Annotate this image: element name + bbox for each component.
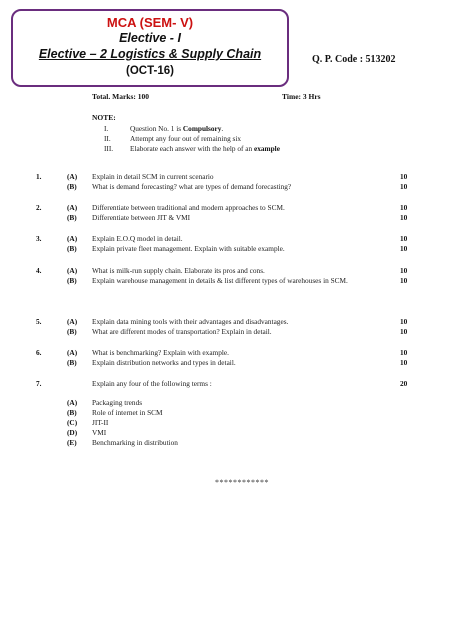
question-marks: 10 [400, 182, 408, 191]
total-marks: Total. Marks: 100 [92, 92, 150, 101]
question-text: Explain warehouse management in details & list different types of warehouses in SCM. [92, 276, 348, 285]
exam-header-box [11, 9, 289, 87]
question-part: (A) [67, 348, 78, 357]
question-part: (B) [67, 327, 77, 336]
note-text [130, 134, 241, 143]
note-number: II. [104, 134, 111, 143]
term-text: JIT-II [92, 418, 109, 427]
note-number: I. [104, 124, 109, 133]
term-text: Benchmarking in distribution [92, 438, 178, 447]
question-part: (A) [67, 234, 78, 243]
term-text: Packaging trends [92, 398, 143, 407]
question-part: (B) [67, 182, 77, 191]
course-title: MCA (SEM- V) [106, 15, 194, 30]
question-part: (A) [67, 266, 78, 275]
question-number: 7. [36, 379, 42, 388]
question-text: Differentiate between traditional and modern approaches to SCM. [92, 203, 285, 212]
question-text: What are different modes of transportation? Explain in detail. [92, 327, 272, 336]
end-of-paper-stars: ************ [215, 478, 269, 487]
question-marks: 10 [400, 327, 408, 336]
question-text: What is benchmarking? Explain with example. [92, 348, 229, 357]
question-marks: 10 [400, 276, 408, 285]
question-part: (B) [67, 213, 77, 222]
question-text: Explain data mining tools with their advantages and disadvantages. [92, 317, 289, 326]
term-part: (B) [67, 408, 77, 417]
term-part: (D) [67, 428, 78, 437]
question-marks: 10 [400, 172, 408, 181]
question-marks: 10 [400, 358, 408, 367]
question-number: 3. [36, 234, 42, 243]
term-part: (E) [67, 438, 77, 447]
question-text: Differentiate between JIT & VMI [92, 213, 191, 222]
question-marks: 10 [400, 348, 408, 357]
question-marks: 10 [400, 203, 408, 212]
note-text-part: . [221, 124, 224, 133]
question-text: What is milk-run supply chain. Elaborate its pros and cons. [92, 266, 265, 275]
question-text: Explain private fleet management. Explain with suitable example. [92, 244, 285, 253]
note-title: NOTE: [92, 113, 116, 122]
question-number: 1. [36, 172, 42, 181]
question-part: (A) [67, 317, 78, 326]
question-marks: 10 [400, 244, 408, 253]
question-number: 6. [36, 348, 42, 357]
note-text [130, 144, 280, 153]
exam-time: Time: 3 Hrs [282, 92, 321, 101]
question-marks: 10 [400, 234, 408, 243]
question-marks: 20 [400, 379, 408, 388]
term-text: Role of internet in SCM [92, 408, 163, 417]
note-text-part: Elaborate each answer with the help of an [130, 144, 254, 153]
question-part: (B) [67, 358, 77, 367]
question-number: 4. [36, 266, 42, 275]
term-part: (C) [67, 418, 78, 427]
exam-session: (OCT-16) [126, 65, 174, 77]
note-text [130, 124, 223, 133]
question-part: (A) [67, 172, 78, 181]
note-number: III. [104, 144, 114, 153]
question-part: (A) [67, 203, 78, 212]
question-text: What is demand forecasting? what are types of demand forecasting? [92, 182, 292, 191]
elective-title: Elective - I [119, 31, 181, 45]
question-marks: 10 [400, 213, 408, 222]
question-text: Explain any four of the following terms : [92, 379, 212, 388]
question-number: 5. [36, 317, 42, 326]
question-marks: 10 [400, 266, 408, 275]
term-part: (A) [67, 398, 78, 407]
question-part: (B) [67, 276, 77, 285]
note-emphasis: example [254, 144, 280, 153]
subject-title: Elective – 2 Logistics & Supply Chain [38, 47, 262, 61]
question-paper-code: Q. P. Code : 513202 [312, 54, 396, 65]
question-text: Explain E.O.Q model in detail. [92, 234, 183, 243]
question-number: 2. [36, 203, 42, 212]
question-part: (B) [67, 244, 77, 253]
note-text-part: Attempt any four out of remaining six [130, 134, 242, 143]
question-marks: 10 [400, 317, 408, 326]
note-text-part: Question No. 1 is [130, 124, 183, 133]
term-text: VMI [92, 428, 107, 437]
note-emphasis: Compulsory [182, 124, 222, 133]
question-text: Explain distribution networks and types in detail. [92, 358, 236, 367]
question-text: Explain in detail SCM in current scenario [92, 172, 214, 181]
